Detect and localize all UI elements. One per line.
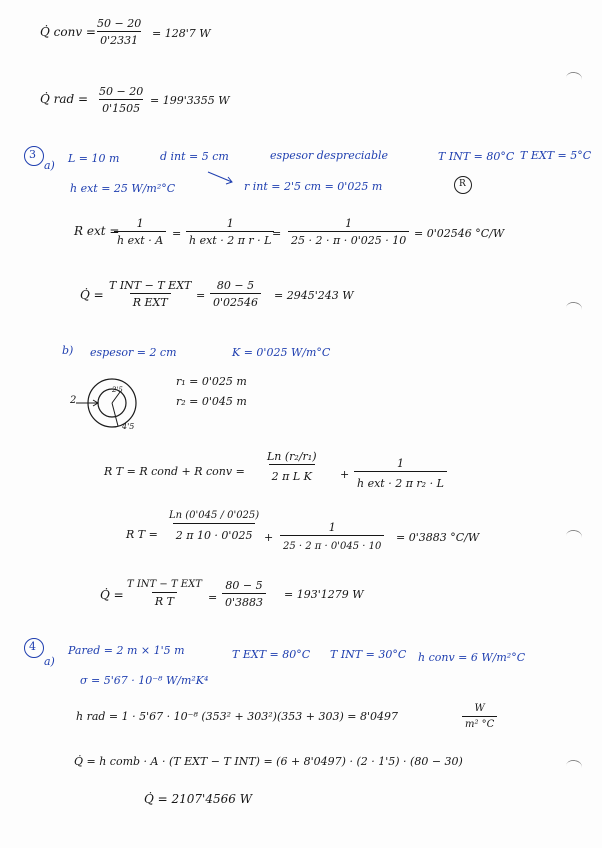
- equals-sign: =: [196, 289, 206, 302]
- plus-sign: +: [264, 531, 274, 544]
- h-ext-value: h ext = 25 W/m²°C: [70, 182, 176, 195]
- q-conv-result: = 128'7 W: [152, 27, 211, 40]
- problem-3-number: 3: [29, 148, 36, 161]
- rt-label: R T =: [126, 528, 158, 541]
- rt-formula-fraction-2: 1 h ext · 2 π r₂ · L: [354, 458, 447, 489]
- wall-dimensions: Pared = 2 m × 1'5 m: [68, 644, 185, 657]
- q-rad-numerator: 50 − 20: [99, 85, 144, 98]
- q-fraction-2: $\frac{80 - 5}{0'02546}$: [210, 280, 261, 308]
- q-result: = 2945'243 W: [274, 289, 354, 302]
- t-ext-value: T EXT = 5°C: [520, 149, 592, 162]
- q-rad-denominator: 0'1505: [99, 99, 143, 114]
- rt-formula-fraction-1: $\frac{\text{Ln (r₂/r₁)}}{\text{2 π L K}}$: [267, 450, 317, 483]
- length-value: L = 10 m: [68, 152, 120, 165]
- equals-sign: =: [172, 227, 182, 240]
- r-int-conversion: r int = 2'5 cm = 0'025 m: [244, 180, 383, 193]
- r2-value: r₂ = 0'045 m: [176, 395, 247, 408]
- h-rad-equation: h rad = 1 · 5'67 · 10⁻⁸ (353² + 303²)(353 + 303) = 8'0497: [76, 710, 398, 723]
- diagram-bottom-label: 4'5: [122, 422, 135, 431]
- q-final-result: Q̇ = 2107'4566 W: [144, 792, 253, 806]
- problem-4-number: 4: [29, 640, 36, 653]
- r-ext-fraction-1: 1 h ext · A: [114, 218, 166, 246]
- r1-value: r₁ = 0'025 m: [176, 375, 247, 388]
- part-a-label: a): [44, 159, 55, 172]
- part-b-label: b): [62, 344, 74, 357]
- note-mark: R: [459, 179, 466, 189]
- b-thickness: espesor = 2 cm: [90, 346, 177, 359]
- rt-formula-label: R T = R cond + R conv =: [104, 465, 245, 478]
- h-rad-unit: $\frac{W}{\text{m² °C}}$: [462, 704, 497, 730]
- t-int-value: T INT = 30°C: [330, 648, 407, 661]
- plus-sign: +: [340, 468, 350, 481]
- q-conv-numerator: 50 − 20: [97, 17, 142, 30]
- q-fraction-1: T INT − T EXT R EXT: [109, 279, 192, 309]
- equals-sign: =: [272, 227, 282, 240]
- rt-numeric-fraction-2: $\frac{1}{25 \cdot 2 \pi \cdot 0'045 \cdot 10}$: [280, 522, 384, 552]
- q-rad-result: = 199'3355 W: [150, 94, 230, 107]
- r-ext-label: R ext =: [74, 224, 120, 238]
- sigma-value: σ = 5'67 · 10⁻⁸ W/m²K⁴: [80, 674, 209, 687]
- thickness-note: espesor despreciable: [270, 149, 389, 162]
- qb-fraction-2: $\frac{80 - 5}{0'3883}$: [222, 580, 266, 608]
- t-ext-value: T EXT = 80°C: [232, 648, 311, 661]
- r-ext-result: = 0'02546 °C/W: [414, 227, 505, 240]
- rt-numeric-fraction-1: $\frac{Ln (0'045 / 0'025)}{2 \pi 10 \cdot 0'025}$: [169, 510, 260, 542]
- t-int-value: T INT = 80°C: [438, 150, 515, 163]
- qb-result: = 193'1279 W: [284, 588, 364, 601]
- qb-label: Q̇ =: [100, 588, 124, 602]
- inner-diameter: d int = 5 cm: [160, 150, 229, 163]
- q-conv-denominator: 0'2331: [97, 31, 141, 46]
- r-ext-fraction-2: 1 h ext · 2 π r · L: [186, 218, 274, 246]
- q-rad-label: Q̇ rad =: [40, 92, 89, 106]
- rt-result: = 0'3883 °C/W: [396, 531, 480, 544]
- q-label: Q̇ =: [80, 288, 104, 302]
- r-ext-fraction-3: $\frac{1}{25 \cdot 2 \cdot \pi \cdot 0'025 \cdot 10}$: [288, 218, 409, 246]
- h-conv-value: h conv = 6 W/m²°C: [418, 651, 526, 664]
- part-a-label: a): [44, 655, 55, 668]
- q-conv-label: Q̇ conv =: [40, 25, 96, 39]
- diagram-outer-label: 2: [70, 395, 77, 406]
- qb-fraction-1: T INT − T EXT R T: [127, 579, 202, 608]
- b-conductivity: K = 0'025 W/m°C: [232, 346, 331, 359]
- diagram-inner-label: 2'5: [112, 386, 123, 394]
- equals-sign: =: [208, 591, 218, 604]
- q-combined-equation: Q̇ = h comb · A · (T EXT − T INT) = (6 + 8'0497) · (2 · 1'5) · (80 − 30): [74, 755, 463, 768]
